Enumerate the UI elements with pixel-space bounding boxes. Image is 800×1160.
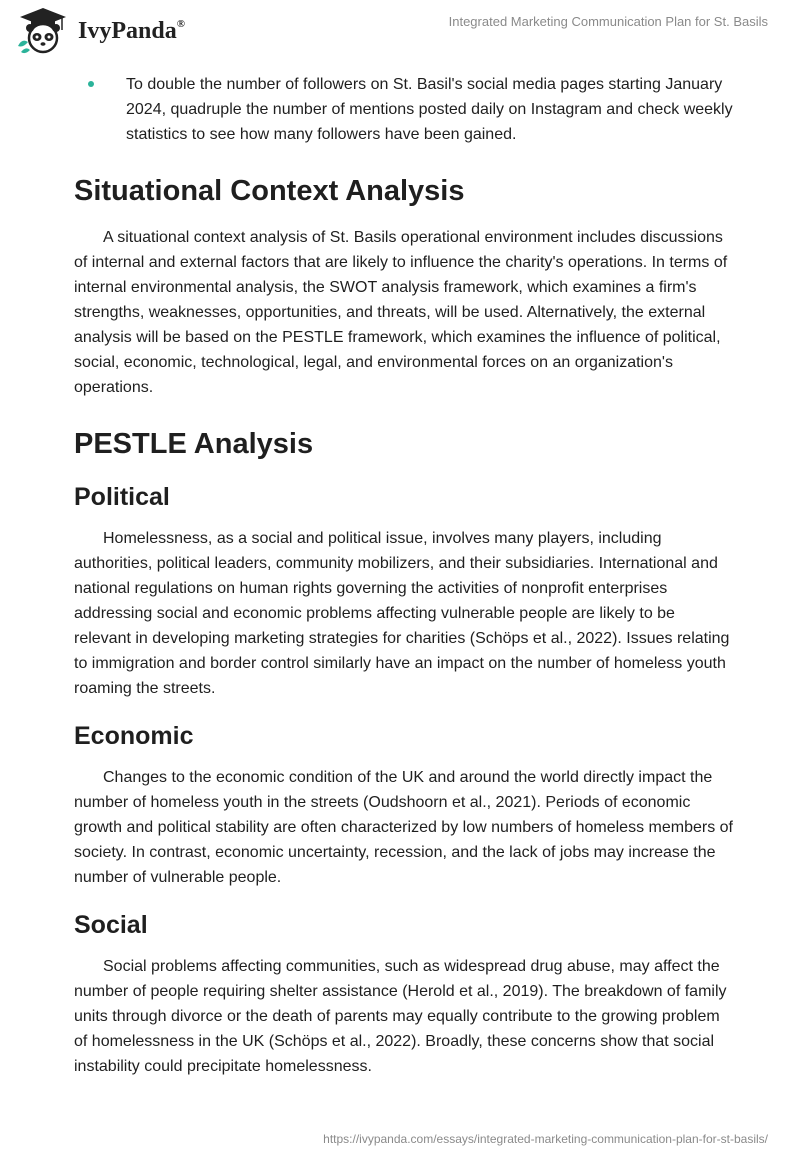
social-paragraph: Social problems affecting communities, such as widespread drug abuse, may affect the number of people requiring shelter assistance (Herold et al., 2019). The breakdown of family units through divorce or the death of parents may equally contribute to the growing problem of homelessness in the UK (Schöps et al., 2022). Broadly, these concerns show that social instability could precipitate homelessness. — [74, 958, 727, 1075]
situational-context-paragraph: A situational context analysis of St. Basils operational environment includes discussions of internal and external factors that are likely to influence the charity's operations. In terms of internal environmental analysis, the SWOT analysis framework, which examines a firm's strengths, weaknesses, opportunities, and threats, will be used. Alternatively, the external analysis will be based on the PESTLE framework, which examines the influence of political, social, economic, technological, legal, and environmental forces on an organization's operations. — [74, 229, 728, 396]
economic-paragraph: Changes to the economic condition of the UK and around the world directly impact the number of homeless youth in the streets (Oudshoorn et al., 2021). Periods of economic growth and political stability are often characterized by low numbers of homeless members of society. In contrast, economic uncertainty, recession, and the lack of jobs may increase the number of vulnerable people. — [74, 769, 733, 886]
situational-context-heading: Situational Context Analysis — [74, 175, 465, 207]
registered-mark: ® — [176, 18, 185, 30]
objectives-list — [74, 72, 734, 147]
economic-heading: Economic — [74, 722, 194, 750]
source-url-link[interactable]: https://ivypanda.com/essays/integrated-marketing-communication-plan-for-st-basils/ — [323, 1132, 768, 1146]
social-heading: Social — [74, 911, 148, 939]
essay-content — [74, 72, 734, 1079]
bullet-text: To double the number of followers on St. Basil's social media pages starting January 2024, quadruple the number of mentions posted daily on Instagram and check weekly statistics to see how many followers have been gained. — [126, 76, 733, 143]
brand-text: IvyPanda — [78, 18, 177, 44]
pestle-analysis-heading: PESTLE Analysis — [74, 428, 314, 460]
political-heading: Political — [74, 483, 170, 511]
brand-name[interactable] — [78, 18, 185, 45]
bullet-dot-icon — [88, 81, 94, 87]
page-header — [0, 0, 800, 64]
political-paragraph: Homelessness, as a social and political issue, involves many players, including authorities, political leaders, community mobilizers, and their subsidiaries. International and national regulations on human rights governing the activities of nonprofit enterprises addressing social and economic problems affecting vulnerable people are likely to be relevant in developing marketing strategies for charities (Schöps et al., 2022). Issues relating to immigration and border control similarly have an impact on the number of homeless youth roaming the streets. — [74, 530, 730, 697]
document-title: Integrated Marketing Communication Plan for St. Basils — [448, 14, 768, 29]
list-item — [74, 72, 734, 147]
ivypanda-logo-icon[interactable] — [14, 6, 72, 56]
